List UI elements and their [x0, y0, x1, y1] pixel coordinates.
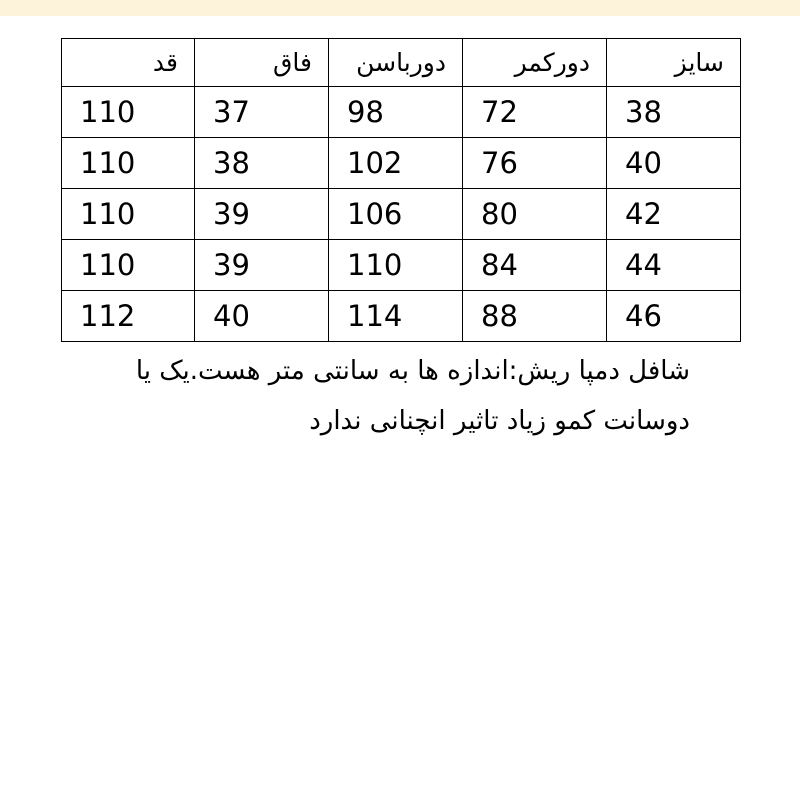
cell-waist: 88: [463, 291, 607, 342]
header-waist: دورکمر: [463, 39, 607, 87]
cell-hip: 110: [329, 240, 463, 291]
table-row: [62, 291, 741, 342]
cell-size: 42: [607, 189, 741, 240]
cell-hip: 98: [329, 87, 463, 138]
note-line-2: دوسانت کمو زیاد تاثیر انچنانی ندارد: [309, 406, 690, 436]
size-note: [40, 346, 690, 446]
cell-size: 46: [607, 291, 741, 342]
table-row: [62, 240, 741, 291]
note-line-1: شافل دمپا ریش:اندازه ها به سانتی متر هست.یک یا: [135, 356, 690, 386]
table-row: [62, 189, 741, 240]
cell-hip: 106: [329, 189, 463, 240]
table-row: [62, 138, 741, 189]
cell-hip: 114: [329, 291, 463, 342]
cell-length: 110: [62, 240, 195, 291]
header-rise: فاق: [195, 39, 329, 87]
table-row: [62, 87, 741, 138]
table-header-row: [62, 39, 741, 87]
header-length: قد: [62, 39, 195, 87]
top-band: [0, 0, 800, 16]
cell-length: 110: [62, 138, 195, 189]
size-table: [61, 38, 741, 342]
cell-size: 38: [607, 87, 741, 138]
cell-rise: 39: [195, 189, 329, 240]
cell-waist: 84: [463, 240, 607, 291]
cell-size: 44: [607, 240, 741, 291]
cell-waist: 72: [463, 87, 607, 138]
cell-rise: 39: [195, 240, 329, 291]
cell-hip: 102: [329, 138, 463, 189]
cell-rise: 40: [195, 291, 329, 342]
header-hip: دورباسن: [329, 39, 463, 87]
cell-length: 112: [62, 291, 195, 342]
header-size: سایز: [607, 39, 741, 87]
cell-length: 110: [62, 189, 195, 240]
cell-waist: 80: [463, 189, 607, 240]
cell-rise: 37: [195, 87, 329, 138]
cell-length: 110: [62, 87, 195, 138]
cell-rise: 38: [195, 138, 329, 189]
cell-waist: 76: [463, 138, 607, 189]
cell-size: 40: [607, 138, 741, 189]
